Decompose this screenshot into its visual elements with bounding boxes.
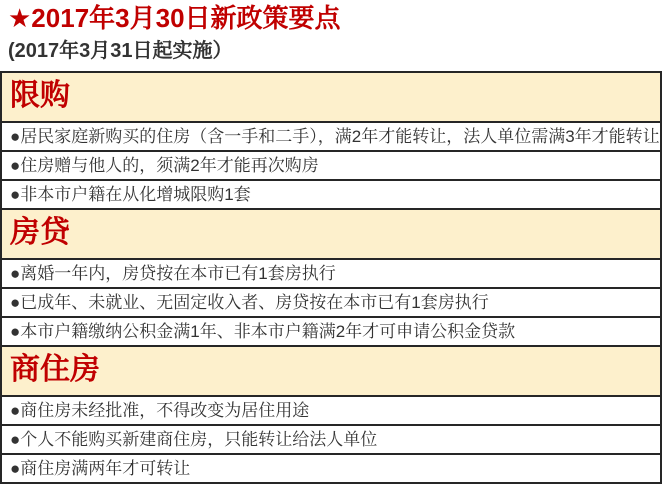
section-header-mortgage: 房贷: [2, 210, 660, 260]
policy-row: ●已成年、未就业、无固定收入者、房贷按在本市已有1套房执行: [2, 289, 660, 318]
policy-row: ●商住房满两年才可转让: [2, 455, 660, 482]
page-subtitle: (2017年3月31日起实施）: [8, 40, 233, 62]
policy-row: ●离婚一年内，房贷按在本市已有1套房执行: [2, 260, 660, 289]
policy-row: ●个人不能购买新建商住房，只能转让给法人单位: [2, 426, 660, 455]
policy-row: ●本市户籍缴纳公积金满1年、非本市户籍满2年才可申请公积金贷款: [2, 318, 660, 347]
policy-row: ●非本市户籍在从化增城限购1套: [2, 181, 660, 210]
section-header-commercial-residential: 商住房: [2, 347, 660, 397]
policy-row: ●住房赠与他人的，须满2年才能再次购房: [2, 152, 660, 181]
policy-row: ●商住房未经批准，不得改变为居住用途: [2, 397, 660, 426]
page-title: ★2017年3月30日新政策要点: [8, 3, 341, 33]
policy-table: [0, 71, 662, 484]
policy-row: ●居民家庭新购买的住房（含一手和二手），满2年才能转让，法人单位需满3年才能转让: [2, 123, 660, 152]
section-header-purchase-restriction: 限购: [2, 73, 660, 123]
